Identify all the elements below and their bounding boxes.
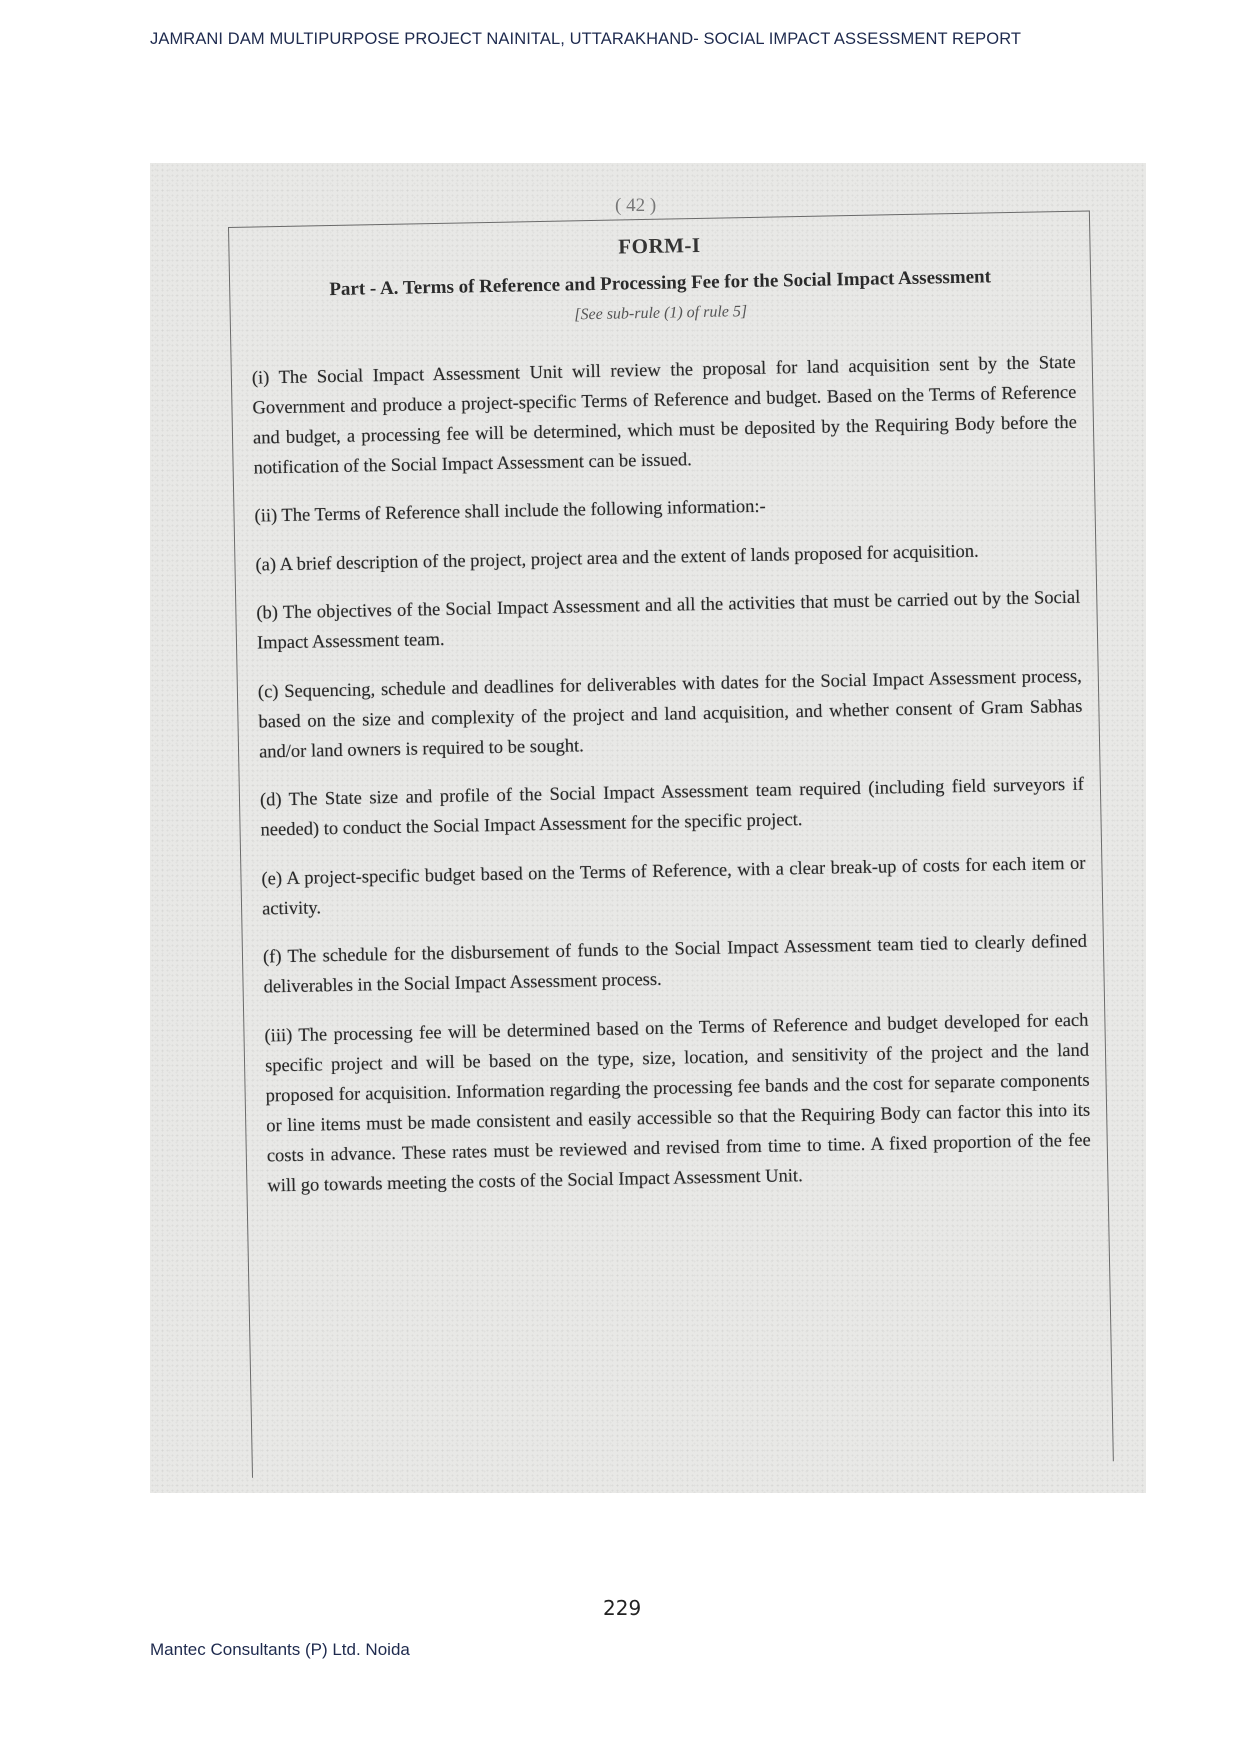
form-box — [228, 210, 1114, 1477]
paragraph: (i) The Social Impact Assessment Unit will review the proposal for land acquisition sent by the State Government and produce a project-specific Terms of Reference and budget. Based on the Terms of Reference and budget, a processing fee will be determined, which must be deposited by the Requiring Body before the notification of the Social Impact Assessment can be issued. — [251, 352, 1078, 479]
form-paragraphs — [231, 314, 1108, 1201]
form-title: FORM-I — [618, 232, 701, 259]
scan-page-marker: ( 42 ) — [615, 195, 657, 216]
paragraph: (d) The State size and profile of the Social Impact Assessment team required (including field surveyors if needed) to conduct the Social Impact Assessment for the specific project. — [259, 774, 1085, 841]
paragraph: (a) A brief description of the project, project area and the extent of lands proposed for acquisition. — [255, 541, 979, 576]
page-number: 229 — [603, 1596, 642, 1620]
paragraph: (e) A project-specific budget based on the Terms of Reference, with a clear break-up of costs for each item or activity. — [261, 853, 1086, 919]
paragraph: (f) The schedule for the disbursement of funds to the Social Impact Assessment team tied to clearly defined deliverables in the Social Impact Assessment process. — [262, 931, 1088, 998]
part-title: Part - A. Terms of Reference and Processing Fee for the Social Impact Assessment — [329, 266, 992, 301]
company-footer: Mantec Consultants (P) Ltd. Noida — [150, 1640, 410, 1659]
paragraph: (c) Sequencing, schedule and deadlines for deliverables with dates for the Social Impact Assessment process, based on the size and complexity of the project and land acquisition, and whether consent of Gram Sabhas and/or land owners is required to be sought. — [257, 666, 1083, 762]
rule-reference: [See sub-rule (1) of rule 5] — [574, 303, 748, 324]
paragraph: (b) The objectives of the Social Impact Assessment and all the activities that must be carried out by the Social Impact Assessment team. — [256, 587, 1081, 654]
paragraph: (ii) The Terms of Reference shall include the following information:- — [254, 496, 766, 527]
report-header: JAMRANI DAM MULTIPURPOSE PROJECT NAINITAL, UTTARAKHAND- SOCIAL IMPACT ASSESSMENT REPORT — [150, 30, 1022, 48]
scanned-form-image — [150, 163, 1146, 1493]
paragraph: (iii) The processing fee will be determined based on the Terms of Reference and budget developed for each specific project and will be based on the type, size, location, and sensitivity of the project and the land proposed for acquisition. Information regarding the processing fee bands and the cost for separate components or line items must be made consistent and easily accessible so that the Requiring Body can factor this into its costs in advance. These rates must be reviewed and revised from time to time. A fixed proportion of the fee will go towards meeting the costs of the Social Impact Assessment Unit. — [264, 1010, 1091, 1196]
